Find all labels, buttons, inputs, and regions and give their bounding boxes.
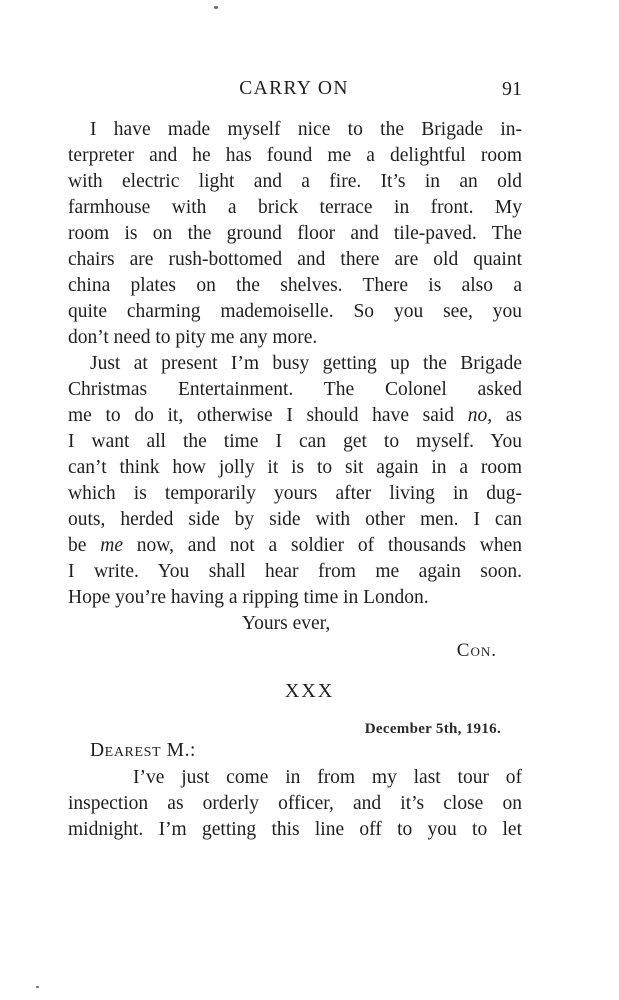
text-line: with electric light and a fire. It’s in an old bbox=[68, 171, 522, 192]
text-line: Christmas Entertainment. The Colonel asked bbox=[68, 379, 522, 400]
text-line: terpreter and he has found me a delightful room bbox=[68, 145, 522, 166]
text-run: be bbox=[68, 535, 101, 556]
text-line: quite charming mademoiselle. So you see, you bbox=[68, 301, 522, 322]
text-line: Hope you’re having a ripping time in London. bbox=[68, 587, 429, 608]
dateline: December 5th, 1916. bbox=[364, 721, 501, 737]
text-run: as bbox=[492, 405, 523, 426]
text-line bbox=[68, 533, 522, 559]
signature: Con. bbox=[456, 640, 497, 661]
text-line: chairs are rush-bottomed and there are old quaint bbox=[68, 249, 522, 270]
text-line: can’t think how jolly it is to sit again in a room bbox=[68, 457, 522, 478]
text-line: I have made myself nice to the Brigade in- bbox=[90, 119, 522, 140]
text-line: I want all the time I can get to myself. You bbox=[68, 431, 522, 452]
emphasis: me bbox=[100, 535, 123, 556]
text-line: inspection as orderly officer, and it’s close on bbox=[68, 793, 522, 814]
salutation: Dearest M.: bbox=[90, 740, 197, 761]
page-number: 91 bbox=[502, 78, 522, 100]
text-line bbox=[68, 403, 522, 429]
text-line: I write. You shall hear from me again soon. bbox=[68, 561, 522, 582]
text-line: I’ve just come in from my last tour of bbox=[133, 767, 522, 788]
text-line: outs, herded side by side with other men. I can bbox=[68, 509, 522, 530]
letter-heading: XXX bbox=[284, 680, 335, 702]
text-run: me to do it, otherwise I should have said bbox=[68, 405, 468, 426]
text-line: china plates on the shelves. There is also a bbox=[68, 275, 522, 296]
text-line: farmhouse with a brick terrace in front. My bbox=[68, 197, 522, 218]
emphasis: no, bbox=[467, 405, 493, 426]
running-head bbox=[66, 78, 522, 104]
text-line: room is on the ground floor and tile-paved. The bbox=[68, 223, 522, 244]
text-line: don’t need to pity me any more. bbox=[68, 327, 318, 348]
closing: Yours ever, bbox=[242, 613, 331, 634]
text-line: which is temporarily yours after living in dug- bbox=[68, 483, 522, 504]
printing-speck bbox=[36, 986, 39, 988]
text-line: Just at present I’m busy getting up the Brigade bbox=[90, 353, 522, 374]
text-run: now, and not a soldier of thousands when bbox=[122, 535, 522, 556]
text-line: midnight. I’m getting this line off to you to let bbox=[68, 819, 522, 840]
printing-speck bbox=[214, 6, 218, 9]
running-title: CARRY ON bbox=[239, 78, 349, 99]
